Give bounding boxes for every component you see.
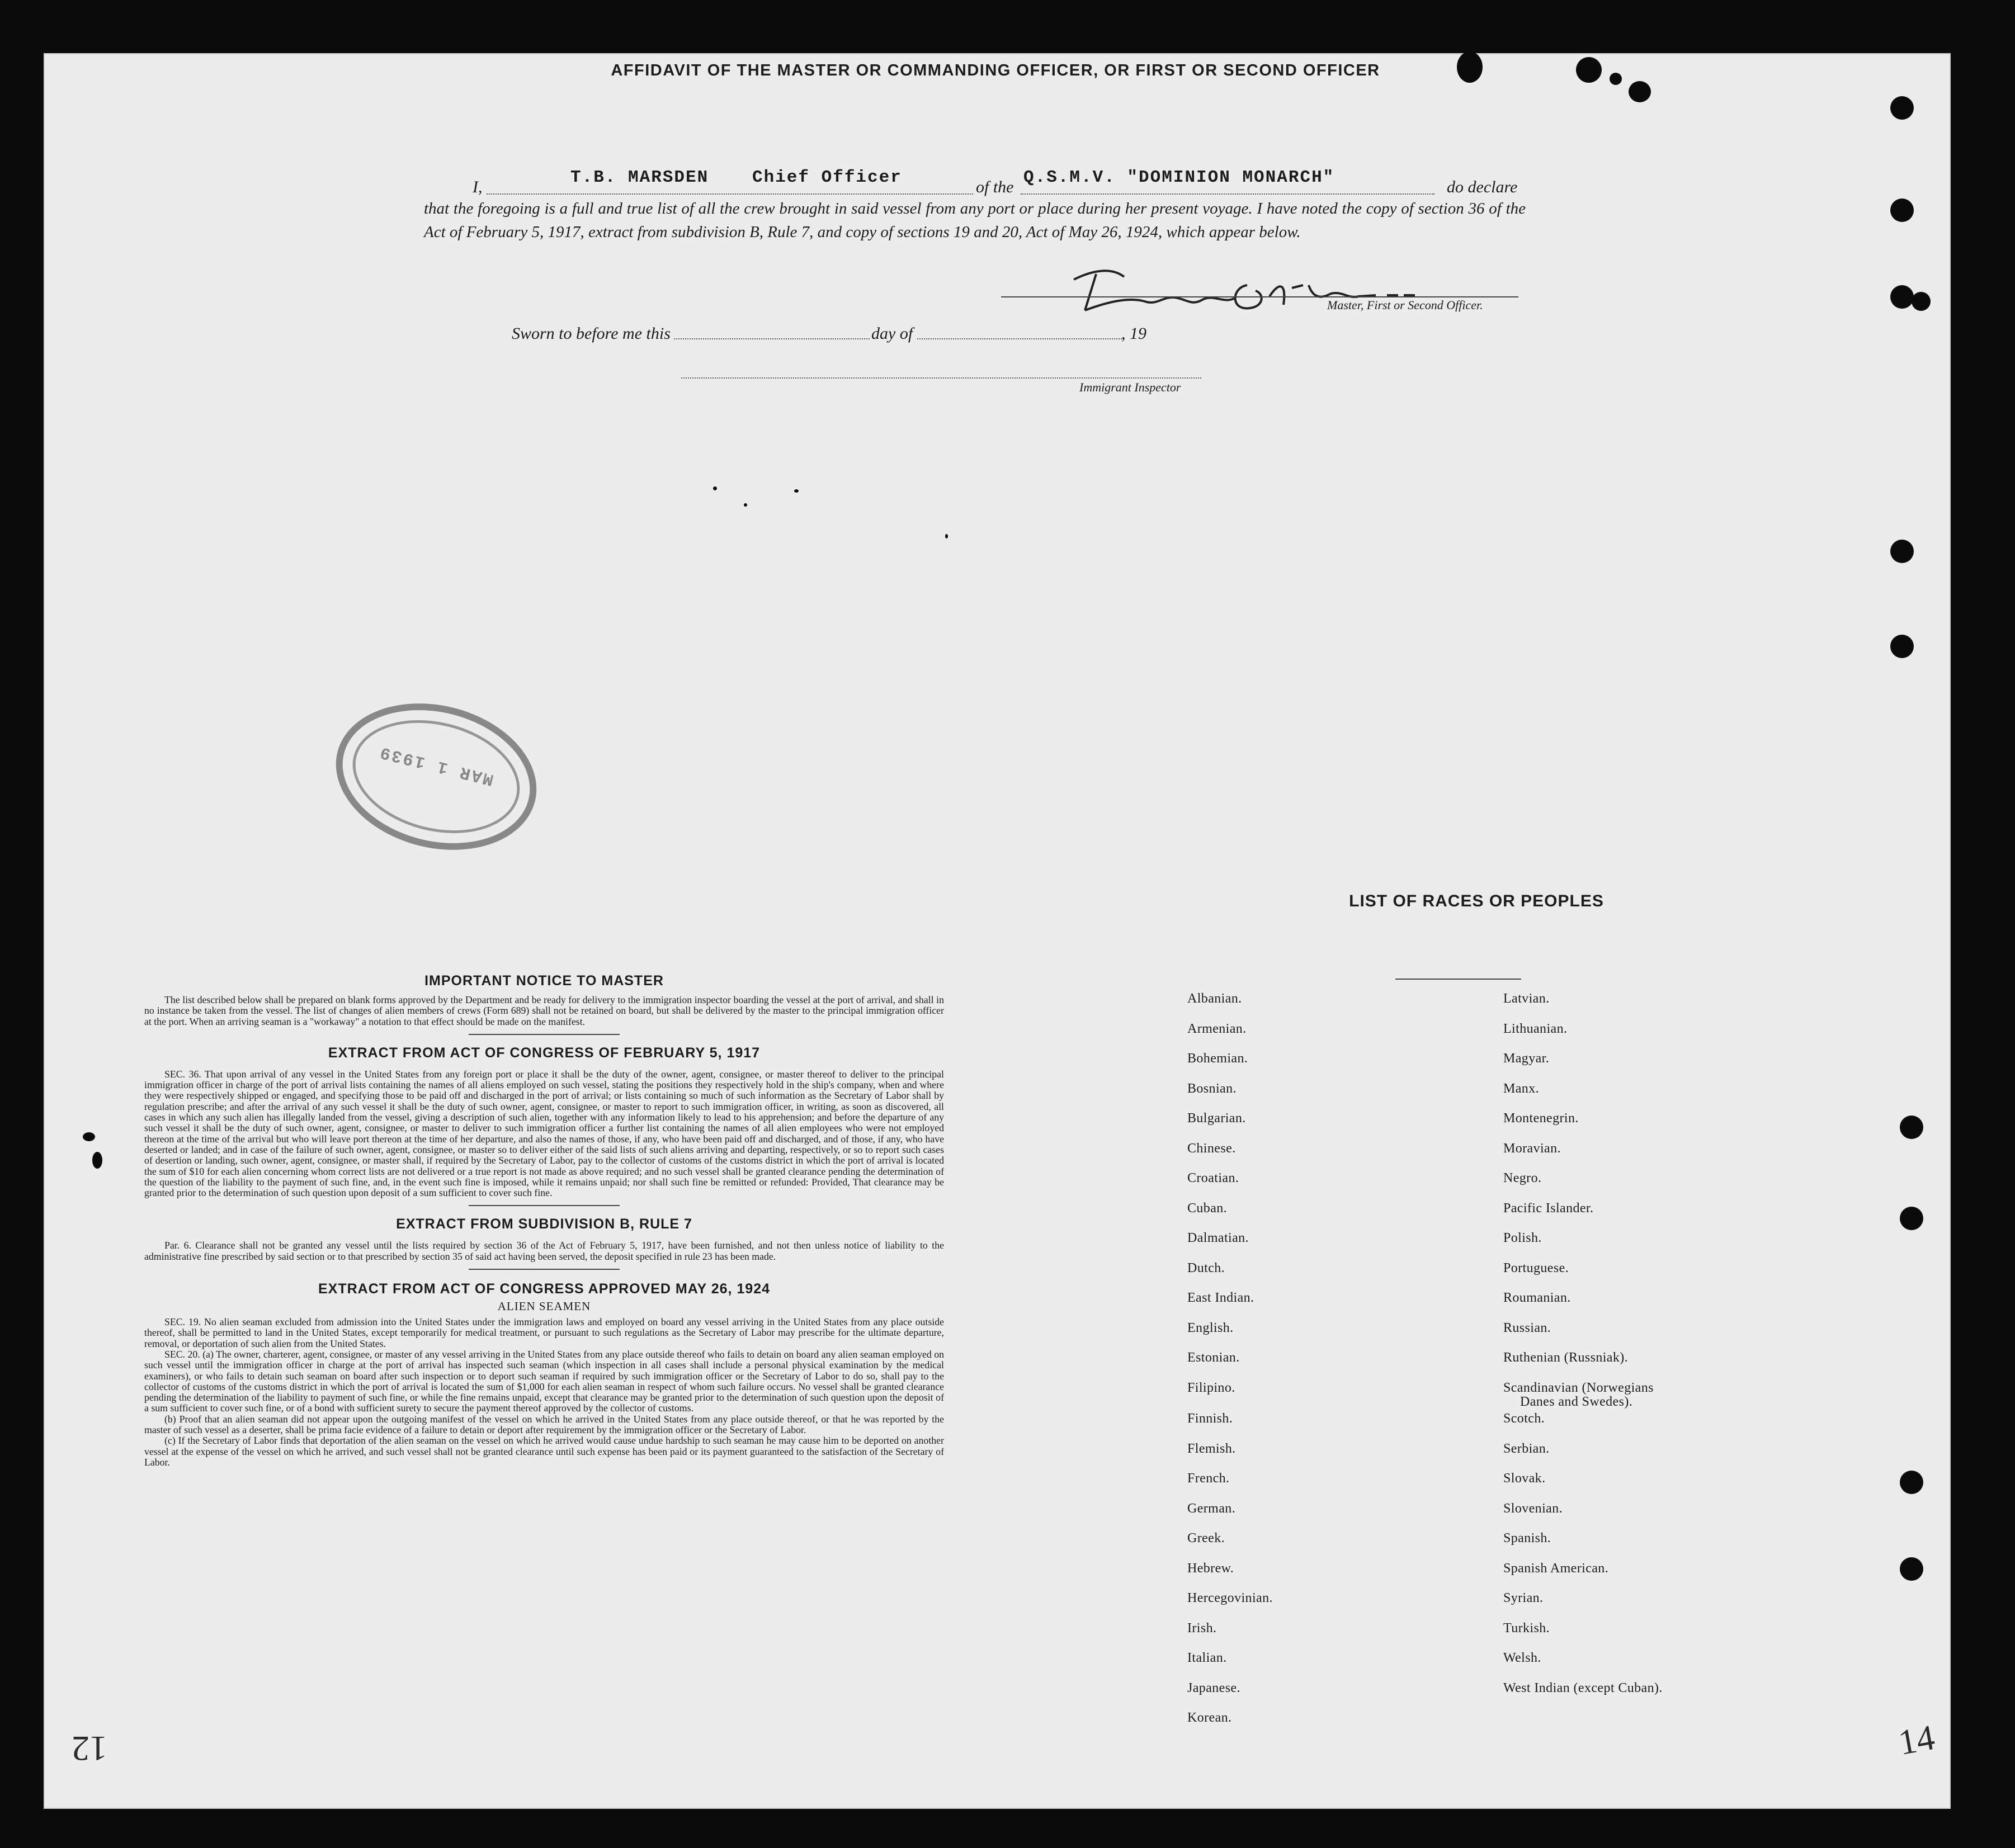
race-item: Latvian. <box>1503 991 1550 1006</box>
ink-blot <box>1629 81 1651 102</box>
declaration-text: that the foregoing is a full and true list of all the crew brought in said vessel from any port or place during her present voyage. I have noted the copy of section 36 of the Act of February 5, 1917, extract from subdivision B, Rule 7, and copy of sections 19 and 20, Act of May 26, 1924, which appear below. <box>424 200 1526 241</box>
officer-rank: Chief Officer <box>752 168 902 187</box>
race-item: Bulgarian. <box>1187 1111 1246 1126</box>
race-item: Russian. <box>1503 1321 1551 1335</box>
race-item: Roumanian. <box>1503 1291 1571 1305</box>
ink-blot <box>1610 73 1622 85</box>
binder-hole <box>1890 198 1914 222</box>
vessel-name: Q.S.M.V. "DOMINION MONARCH" <box>1023 168 1335 187</box>
race-item: Armenian. <box>1187 1022 1247 1036</box>
race-item: Bosnian. <box>1187 1081 1237 1096</box>
rule7-text: Par. 6. Clearance shall not be granted any vessel until the lists required by section 36 of the Act of February 5, 1917, have been furnished, and not then unless notice of liability to the administrative fine prescribed by said section or to that prescribed by section 35 of said act having been served, the deposit specified in rule 23 has been made. <box>144 1240 944 1262</box>
vessel-name-line <box>1021 193 1434 195</box>
do-declare-label: do declare <box>1447 178 1518 196</box>
race-item: Scandinavian (Norwegians <box>1503 1381 1654 1395</box>
race-item: English. <box>1187 1321 1234 1335</box>
extract-1917-divider-wrap <box>144 1198 944 1211</box>
race-item: Scotch. <box>1503 1411 1545 1426</box>
inspector-line <box>681 377 1201 379</box>
race-item: Filipino. <box>1187 1381 1235 1395</box>
extract-1917-text: SEC. 36. That upon arrival of any vessel in the United States from any foreign port or place it shall be the duty of the owner, agent, consignee, or master thereof to deliver to the principal immigration officer in charge of the port of arrival lists containing the names of all aliens employed on such vessel, stating the positions they respectively hold in the ship's company, when and where they were respectively shipped or engaged, and specifying those to be paid off and discharged in the port of arrival; or lists containing so much of such information as the Secretary of Labor shall by regulation prescribe; and after the arrival of any such vessel it shall be the duty of such owner, agent, consignee, or master to report to such immigration officer, in writing, as soon as discovered, all cases in which any such alien has illegally landed from the vessel, giving a description of such alien, together with any information likely to lead to his apprehension; and before the departure of any such vessel it shall be the duty of such owner, agent, consignee, or master to deliver to such immigration officer a further list containing the names of all alien employees who were not employed thereon at the time of the arrival but who will leave port thereon at the time of her departure, and also the names of those, if any, who have been paid off and discharged, and of those, if any, who have deserted or landed; and in case of the failure of such owner, agent, consignee, or master so to deliver either of the said lists of such aliens arriving and departing, respectively, or so to report such cases of desertion or landing, such owner, agent, consignee, or master shall, if required by the Secretary of Labor, pay to the collector of customs of the customs district in which the port of arrival is located the sum of $10 for each alien concerning whom correct lists are not delivered or a true report is not made as above required; and no such vessel shall be granted clearance pending the determination of the question of the liability to the payment of such fine, and, in the event such fine is imposed, while it remains unpaid; nor shall such fine be remitted or refunded: Provided, That clearance may be granted prior to the determination of such question upon deposit of a sum sufficient to cover such fine. <box>144 1068 944 1199</box>
binder-hole <box>1890 635 1914 658</box>
sec19-text: SEC. 19. No alien seaman excluded from admission into the United States under the immigration laws and employed on board any vessel arriving in the United States from any place outside thereof, shall be permitted to land in the United States, except temporarily for medical treatment, or pursuant to such regulations as the Secretary of Labor may prescribe for the ultimate departure, removal, or deportation of such alien from the United States. <box>144 1316 944 1349</box>
race-item: Serbian. <box>1503 1441 1550 1456</box>
race-item: Croatian. <box>1187 1171 1239 1185</box>
race-item: Portuguese. <box>1503 1261 1569 1275</box>
race-item: German. <box>1187 1501 1236 1516</box>
extract-1924-title: EXTRACT FROM ACT OF CONGRESS APPROVED MAY 26, 1924 <box>318 1281 771 1297</box>
notice-title: IMPORTANT NOTICE TO MASTER <box>424 973 664 989</box>
binder-hole <box>1900 1471 1923 1494</box>
rule7-title: EXTRACT FROM SUBDIVISION B, RULE 7 <box>396 1216 692 1232</box>
race-item: Syrian. <box>1503 1591 1544 1605</box>
binder-hole <box>1900 1116 1923 1139</box>
rule7-divider-wrap <box>144 1262 944 1274</box>
sworn-day-line <box>674 338 870 339</box>
race-item: Magyar. <box>1503 1051 1550 1066</box>
binder-hole <box>1912 292 1931 311</box>
ink-speck <box>744 503 747 507</box>
i-label: I, <box>473 178 483 196</box>
races-divider <box>1395 979 1521 980</box>
race-item: Danes and Swedes). <box>1520 1395 1633 1409</box>
signature-line <box>1001 296 1518 297</box>
race-item: Polish. <box>1503 1231 1542 1245</box>
binder-hole <box>1900 1207 1923 1230</box>
officer-name: T.B. MARSDEN <box>570 168 709 187</box>
inspector-caption: Immigrant Inspector <box>1079 380 1181 394</box>
race-item: Manx. <box>1503 1081 1539 1096</box>
signature-caption: Master, First or Second Officer. <box>1327 298 1483 312</box>
binder-hole <box>1890 96 1914 120</box>
race-item: Flemish. <box>1187 1441 1236 1456</box>
extract-1917-divider <box>469 1205 620 1206</box>
race-item: Cuban. <box>1187 1201 1228 1216</box>
page-number-right: 14 <box>1895 1717 1938 1763</box>
ink-blot <box>83 1132 95 1141</box>
notice-divider <box>469 1034 620 1035</box>
ink-blot <box>1457 51 1483 83</box>
stamp-text: MAR 1 1939 <box>376 741 496 789</box>
year-label: , 19 <box>1121 324 1146 343</box>
officer-name-line <box>487 193 973 195</box>
race-item: Albanian. <box>1187 991 1242 1006</box>
race-item: Italian. <box>1187 1651 1227 1665</box>
race-item: Slovak. <box>1503 1471 1546 1486</box>
race-item: Spanish. <box>1503 1531 1551 1545</box>
race-item: Slovenian. <box>1503 1501 1563 1516</box>
sec20c-text: (c) If the Secretary of Labor finds that deportation of the alien seaman on the vessel on which he arrived would cause undue hardship to such seaman he may cause him to be deported on another vessel at the expense of the vessel on which he arrived, and such vessel shall not be granted clearance until such expense has been paid or its payment guaranteed to the satisfaction of the Secretary of Labor. <box>144 1435 944 1468</box>
sec20b-text: (b) Proof that an alien seaman did not appear upon the outgoing manifest of the vessel on which he arrived in the United States from any place outside thereof, or that he was reported by the master of such vessel as a deserter, shall be prima facie evidence of a failure to detain or deport after requirement by the immigration officer or the Secretary of Labor. <box>144 1413 944 1436</box>
extract-1917-title: EXTRACT FROM ACT OF CONGRESS OF FEBRUARY 5, 1917 <box>328 1044 761 1061</box>
race-item: Pacific Islander. <box>1503 1201 1594 1216</box>
race-item: Spanish American. <box>1503 1561 1609 1576</box>
sworn-month-line <box>917 338 1124 339</box>
ink-speck <box>713 486 717 490</box>
sworn-label: Sworn to before me this <box>512 324 671 343</box>
extract-1924-subtitle: ALIEN SEAMEN <box>497 1299 591 1313</box>
race-item: Montenegrin. <box>1503 1111 1579 1126</box>
sec20a-text: SEC. 20. (a) The owner, charterer, agent, consignee, or master of any vessel arriving in the United States from any place outside thereof who fails to detain on board any alien seaman employed on such vessel until the immigration officer in charge at the port of arrival has inspected such seaman (which inspection in all cases shall include a personal physical examination by the medical examiners), or who fails to detain such seaman on board after such inspection or to deport such seaman if required by such immigration officer or the Secretary of Labor to do so, shall pay to the collector of customs of the customs district in which the port of arrival is located the sum of $1,000 for each alien seaman in respect of whom such failure occurs. No vessel shall be granted clearance pending the determination of the liability to payment of such fine, or while the fine remains unpaid, except that clearance may be granted prior to the determination of such question upon the deposit of a sum sufficient to cover such fine, or of a bond with sufficient surety to secure the payment thereof approved by the collector of customs. <box>144 1348 944 1414</box>
races-title: LIST OF RACES OR PEOPLES <box>1349 892 1604 910</box>
race-item: East Indian. <box>1187 1291 1254 1305</box>
race-item: West Indian (except Cuban). <box>1503 1681 1663 1695</box>
race-item: Hercegovinian. <box>1187 1591 1273 1605</box>
race-item: Negro. <box>1503 1171 1542 1185</box>
day-of-label: day of <box>871 324 913 343</box>
notice-column <box>144 973 944 1468</box>
ink-blot <box>92 1152 102 1169</box>
ink-blot <box>1576 57 1602 83</box>
binder-hole <box>1890 285 1914 309</box>
race-item: Japanese. <box>1187 1681 1240 1695</box>
binder-hole <box>1890 540 1914 563</box>
notice-text: The list described below shall be prepared on blank forms approved by the Department and be ready for delivery to the immigration inspector boarding the vessel at the port of arrival, and shall in no instance be taken from the vessel. The list of changes of alien members of crews (Form 689) shall not be retained on board, but shall be delivered by the master to the principal immigration officer at the port. When an arriving seaman is a "workaway" a notation to that effect should be made on the manifest. <box>144 994 944 1027</box>
race-item: Lithuanian. <box>1503 1022 1568 1036</box>
race-item: Welsh. <box>1503 1651 1541 1665</box>
race-item: Turkish. <box>1503 1621 1550 1636</box>
of-the-label: of the <box>976 178 1014 196</box>
race-item: Dutch. <box>1187 1261 1225 1275</box>
race-item: Ruthenian (Russniak). <box>1503 1350 1629 1365</box>
race-item: Irish. <box>1187 1621 1217 1636</box>
race-item: Korean. <box>1187 1710 1232 1725</box>
race-item: Greek. <box>1187 1531 1225 1545</box>
document-sheet <box>44 53 1951 1809</box>
race-item: Finnish. <box>1187 1411 1233 1426</box>
race-item: Estonian. <box>1187 1350 1240 1365</box>
race-item: Hebrew. <box>1187 1561 1234 1576</box>
race-item: French. <box>1187 1471 1230 1486</box>
rule7-divider <box>469 1269 620 1270</box>
ink-speck <box>794 489 799 493</box>
binder-hole <box>1900 1557 1923 1581</box>
notice-divider-wrap <box>144 1027 944 1039</box>
race-item: Moravian. <box>1503 1141 1561 1156</box>
ink-speck <box>945 534 948 538</box>
page-number-left: 12 <box>72 1729 107 1769</box>
race-item: Bohemian. <box>1187 1051 1248 1066</box>
race-item: Dalmatian. <box>1187 1231 1249 1245</box>
race-item: Chinese. <box>1187 1141 1236 1156</box>
affidavit-title: AFFIDAVIT OF THE MASTER OR COMMANDING OFFICER, OR FIRST OR SECOND OFFICER <box>611 62 1380 79</box>
